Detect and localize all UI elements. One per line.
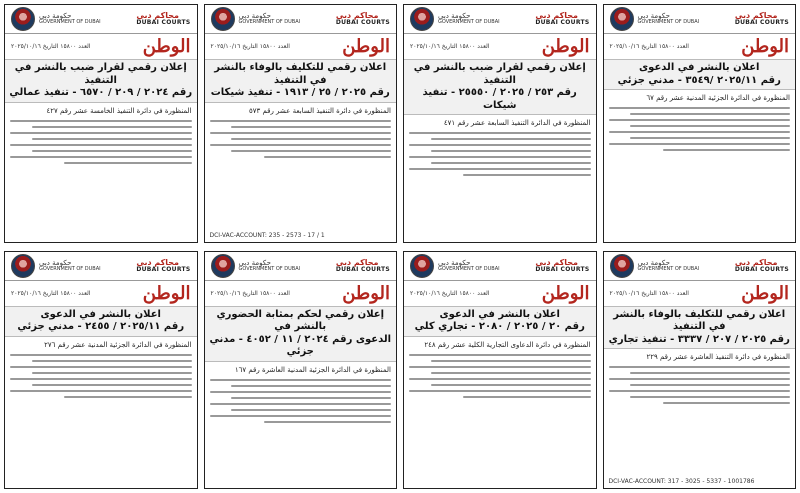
issue-date: العدد ١٥٨٠٠ التاريخ ٢٠٢٥/١٠/١٦ — [609, 289, 689, 297]
notice-title — [205, 59, 397, 103]
notice-header — [404, 252, 596, 281]
notice-case-number: رقم ٢٠٢٥ / ٢٥ / ١٩١٣ - تنفيذ شيكات — [210, 87, 390, 98]
body-text-lines — [409, 132, 591, 176]
court-branding — [535, 12, 589, 26]
notice-case-number: رقم ٢٠ / ٢٠٢٥ / ٢٠٨٠ - تجاري كلي — [414, 321, 585, 332]
masthead — [205, 281, 397, 306]
notice-title-line1: اعلان رقمي للتكليف بالوفاء بالنشر في التنفيذ — [214, 62, 387, 86]
newspaper-name: الوطن — [741, 36, 789, 57]
notice-title — [604, 306, 796, 350]
notice-case-number: الدعوى رقم ٢٠٢٤ / ١١ / ٤٠٥٢ - مدني جزئي — [209, 333, 392, 357]
dubai-emblem-icon — [11, 254, 35, 278]
gov-name-ar: حكومة دبي — [637, 258, 670, 267]
notice-footer — [5, 485, 197, 488]
notice-title — [404, 59, 596, 115]
dubai-emblem-icon — [610, 7, 634, 31]
newspaper-name: الوطن — [142, 36, 191, 57]
masthead — [5, 34, 197, 59]
notice-case-number: رقم ٢٥٣ / ٢٠٢٥ / ٢٥٥٥٠ - تنفيذ شيكات — [422, 87, 577, 111]
court-name-ar: محاكم دبي — [734, 11, 778, 20]
dubai-emblem-icon — [410, 7, 434, 31]
newspaper-name: الوطن — [342, 282, 390, 304]
court-name-en: DUBAI COURTS — [136, 265, 191, 273]
body-text-lines — [409, 354, 591, 398]
court-branding — [136, 259, 190, 273]
notice-header — [604, 5, 796, 34]
body-text-lines — [10, 354, 192, 398]
notice-header — [205, 252, 397, 281]
notice-card — [603, 4, 797, 243]
notice-footer — [5, 239, 197, 242]
court-name-ar: محاكم دبي — [535, 257, 578, 267]
government-branding — [610, 254, 700, 278]
notice-footer — [404, 485, 596, 488]
masthead — [5, 281, 197, 306]
government-branding — [211, 254, 301, 278]
notice-header — [604, 252, 796, 281]
gov-name-ar: حكومة دبي — [238, 12, 271, 20]
issue-date: العدد ١٥٨٠٠ التاريخ ٢٠٢٥/١٠/١٦ — [210, 43, 290, 50]
dubai-emblem-icon — [610, 254, 634, 278]
dubai-emblem-icon — [410, 254, 434, 278]
gov-name-ar: حكومة دبي — [637, 12, 670, 20]
notice-case-number: رقم ٢٠٢٥/١١ /٣٥٤٩ - مدني جزئي — [617, 74, 781, 86]
body-text-lines — [10, 120, 192, 164]
court-name-en: DUBAI COURTS — [734, 265, 789, 273]
notice-footer — [604, 239, 796, 242]
gov-name-en: GOVERNMENT OF DUBAI — [438, 19, 500, 25]
issue-date: العدد ١٥٨٠٠ التاريخ ٢٠٢٥/١٠/١٦ — [410, 43, 490, 50]
newspaper-name: الوطن — [741, 282, 789, 304]
court-name-ar: محاكم دبي — [136, 257, 179, 267]
gov-name-en: GOVERNMENT OF DUBAI — [438, 265, 500, 272]
court-name-en: DUBAI COURTS — [335, 19, 390, 26]
gov-name-en: GOVERNMENT OF DUBAI — [39, 265, 101, 272]
notice-card — [204, 4, 398, 243]
notice-lead: المنظورة في دائرة التنفيذ السابعة عشر رقم ٥٧٣ — [248, 106, 391, 115]
newspaper-name: الوطن — [541, 36, 590, 57]
notice-case-number: رقم ٢٠٢٥ / ٢٠٧ / ٣٣٣٧ - تنفيذ تجاري — [608, 333, 790, 345]
government-branding — [410, 7, 500, 31]
body-text-lines — [210, 379, 392, 423]
court-name-ar: محاكم دبي — [136, 11, 179, 20]
gov-name-ar: حكومة دبي — [438, 12, 471, 20]
notice-title-line1: اعلان بالنشر في الدعوى — [40, 308, 161, 320]
gov-name-ar: حكومة دبي — [438, 258, 471, 267]
notice-card — [204, 251, 398, 490]
gov-name-en: GOVERNMENT OF DUBAI — [637, 19, 700, 25]
notice-title-line1: اعلان بالنشر في الدعوى — [439, 308, 560, 320]
court-name-ar: محاكم دبي — [335, 11, 379, 20]
gov-name-ar: حكومة دبي — [39, 258, 72, 267]
notices-grid — [4, 4, 796, 489]
government-branding — [211, 7, 301, 31]
gov-name-en: GOVERNMENT OF DUBAI — [637, 265, 700, 272]
gov-name-ar: حكومة دبي — [39, 12, 72, 20]
issue-date: العدد ١٥٨٠٠ التاريخ ٢٠٢٥/١٠/١٦ — [609, 43, 689, 50]
notice-card — [403, 4, 597, 243]
notice-header — [404, 5, 596, 34]
court-branding — [535, 259, 589, 273]
issue-date: العدد ١٥٨٠٠ التاريخ ٢٠٢٥/١٠/١٦ — [11, 289, 91, 297]
court-branding — [735, 259, 789, 273]
issue-date: العدد ١٥٨٠٠ التاريخ ٢٠٢٥/١٠/١٦ — [410, 289, 490, 297]
court-name-en: DUBAI COURTS — [734, 19, 789, 26]
notice-header — [5, 5, 197, 34]
court-name-en: DUBAI COURTS — [535, 19, 590, 26]
dubai-emblem-icon — [11, 7, 35, 31]
newspaper-name: الوطن — [142, 282, 191, 304]
notice-header — [205, 5, 397, 34]
notice-body — [5, 103, 197, 239]
masthead — [604, 281, 796, 306]
notice-lead: المنظورة في دائرة التنفيذ العاشرة عشر رقم ٢٢٩ — [646, 353, 790, 361]
notice-footer — [404, 239, 596, 242]
notice-title-line1: اعلان رقمي للتكليف بالوفاء بالنشر في التنفيذ — [613, 308, 786, 332]
notice-card — [4, 251, 198, 490]
notice-body — [5, 337, 197, 486]
notice-card — [4, 4, 198, 243]
gov-name-en: GOVERNMENT OF DUBAI — [238, 265, 301, 272]
court-branding — [136, 12, 190, 26]
notice-lead: المنظورة في الدائرة الجزئية المدنية عشر رقم ٢٧٦ — [44, 340, 192, 349]
issue-date: العدد ١٥٨٠٠ التاريخ ٢٠٢٥/١٠/١٦ — [210, 289, 290, 297]
notice-body — [205, 103, 397, 232]
notice-title — [5, 59, 197, 103]
notice-lead: المنظورة في الدائرة الجزئية المدنية العاشرة رقم ١٦٧ — [234, 365, 391, 374]
notice-body — [404, 337, 596, 486]
gov-name-en: GOVERNMENT OF DUBAI — [39, 19, 101, 25]
court-branding — [336, 12, 390, 26]
notice-card — [403, 251, 597, 490]
notice-title — [205, 306, 397, 362]
notice-lead: المنظورة في الدائرة الجزئية المدنية عشر رقم ٦٧ — [646, 94, 790, 102]
newspaper-name: الوطن — [342, 36, 390, 57]
notice-body — [205, 362, 397, 486]
court-name-en: DUBAI COURTS — [335, 265, 390, 273]
court-branding — [336, 259, 390, 273]
court-name-ar: محاكم دبي — [335, 257, 379, 267]
notice-body — [404, 115, 596, 239]
notice-case-number: رقم ٢٠٢٥/١١ / ٢٤٥٥ - مدني جزئي — [17, 321, 185, 332]
government-branding — [11, 7, 101, 31]
government-branding — [610, 7, 700, 31]
government-branding — [11, 254, 101, 278]
masthead — [404, 34, 596, 59]
body-text-lines — [210, 120, 392, 158]
court-name-ar: محاكم دبي — [535, 11, 578, 20]
notice-header — [5, 252, 197, 281]
dubai-emblem-icon — [211, 7, 235, 31]
court-branding — [735, 12, 789, 26]
government-branding — [410, 254, 500, 278]
masthead — [604, 34, 796, 59]
notice-lead: المنظورة في الدائرة التنفيذ السابعة عشر رقم ٤٧١ — [443, 119, 591, 127]
notice-title — [5, 306, 197, 337]
notice-footer: DCI-VAC-ACCOUNT: 317 - 3025 - 5337 - 1001786 — [608, 478, 755, 485]
notice-title-line1: إعلان رقمي لحكم بمثابة الحضوري بالنشر في — [216, 308, 385, 332]
court-name-en: DUBAI COURTS — [136, 19, 191, 26]
notice-title — [404, 306, 596, 337]
gov-name-ar: حكومة دبي — [238, 258, 271, 267]
court-name-en: DUBAI COURTS — [535, 265, 590, 273]
notice-lead: المنظورة في دائرة الدعاوى التجارية الكلية عشر رقم ٢٤٨ — [424, 340, 591, 349]
notice-footer — [205, 485, 397, 488]
notice-title — [604, 59, 796, 90]
body-text-lines — [609, 366, 791, 404]
body-text-lines — [609, 107, 791, 151]
notice-title-line1: إعلان رقمي لقرار ضبب بالنشر في التنفيذ — [14, 62, 187, 86]
notice-case-number: رقم ٢٠٢٤ / ٢٠٩ / ٦٥٧٠ - تنفيذ عمالي — [9, 87, 193, 98]
court-name-ar: محاكم دبي — [734, 257, 778, 267]
dubai-emblem-icon — [211, 254, 235, 278]
masthead — [205, 34, 397, 59]
notice-body — [604, 349, 796, 478]
masthead — [404, 281, 596, 306]
notice-lead: المنظورة في دائرة التنفيذ الخامسة عشر رقم ٤٢٧ — [46, 106, 192, 115]
issue-date: العدد ١٥٨٠٠ التاريخ ٢٠٢٥/١٠/١٦ — [11, 43, 91, 50]
gov-name-en: GOVERNMENT OF DUBAI — [238, 19, 301, 25]
notice-card — [603, 251, 797, 490]
notice-body — [604, 90, 796, 239]
notice-title-line1: اعلان بالنشر في الدعوى — [639, 62, 760, 73]
notice-footer: DCI-VAC-ACCOUNT: 235 - 2573 - 17 / 1 — [209, 231, 325, 239]
notice-title-line1: إعلان رقمي لقرار ضبب بالنشر في التنفيذ — [413, 62, 586, 86]
newspaper-name: الوطن — [541, 282, 590, 304]
